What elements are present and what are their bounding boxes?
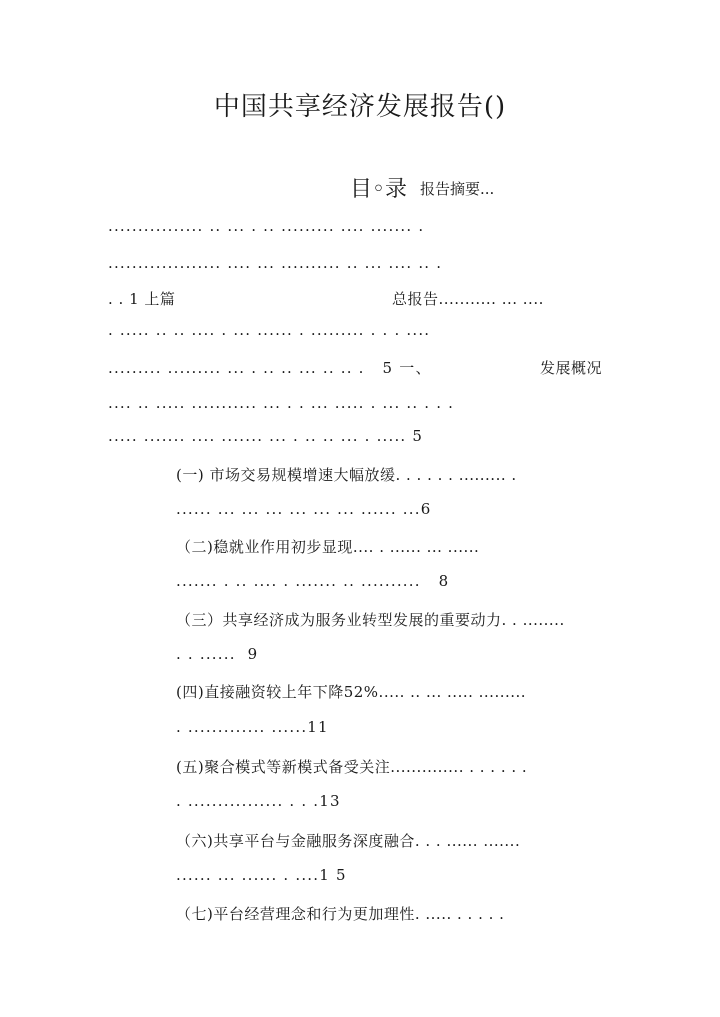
toc-entry: (五)聚合模式等新模式备受关注.............. . . . . . . <box>176 758 528 776</box>
toc-dot-leader: ......... ......... ... . .. .. ... .. .. . 5 一、 <box>108 359 432 377</box>
toc-entry-leader: ....... . .. .... . ....... .. .......... 8 <box>176 572 450 590</box>
toc-general-report: 总报告........... ... .... <box>392 290 544 308</box>
toc-entry: （三）共享经济成为服务业转型发展的重要动力. . ........ <box>176 611 565 629</box>
toc-dot-leader: ................... .... ... .......... .. ... .... .. . <box>108 254 443 272</box>
toc-dot-leader: . ..... .. .. .... . ... ...... . ......... . . . .... <box>108 321 431 339</box>
toc-entry-leader: . ............. ......11 <box>176 718 329 736</box>
toc-entry-leader: . ................ . . .13 <box>176 792 341 810</box>
toc-dot-leader: ................ .. ... . .. ......... .... ....... . <box>108 217 425 235</box>
toc-entry: （六)共享平台与金融服务深度融合. . . ...... ....... <box>176 832 521 850</box>
toc-entry-leader: . . ...... 9 <box>176 645 259 663</box>
toc-entry: (一) 市场交易规模增速大幅放缓. . . . . . ......... . <box>176 466 517 484</box>
toc-part-label: . . 1 上篇 <box>108 290 176 308</box>
toc-heading: 目◦录 <box>350 177 407 202</box>
toc-entry: （七)平台经营理念和行为更加理性. ..... . . . . . <box>176 905 505 923</box>
toc-entry-leader: ...... ... ... ... ... ... ... ...... ...6 <box>176 500 432 518</box>
toc-summary-label: 报告摘要... <box>420 180 495 198</box>
toc-dot-leader: .... .. ..... ........... ... . . ... ..... . ... .. . . . <box>108 394 455 412</box>
toc-section-overview: 发展概况 <box>540 359 603 377</box>
toc-entry-leader: ...... ... ...... . ....1 5 <box>176 866 347 884</box>
toc-dot-leader: ..... ....... .... ....... ... . .. .. ... . ..... 5 <box>108 427 424 445</box>
toc-entry: (四)直接融资较上年下降52%..... .. ... ..... ......... <box>176 683 527 701</box>
toc-entry: （二)稳就业作用初步显现.... . ...... ... ...... <box>176 538 480 556</box>
document-title: 中国共享经济发展报告() <box>213 92 507 122</box>
